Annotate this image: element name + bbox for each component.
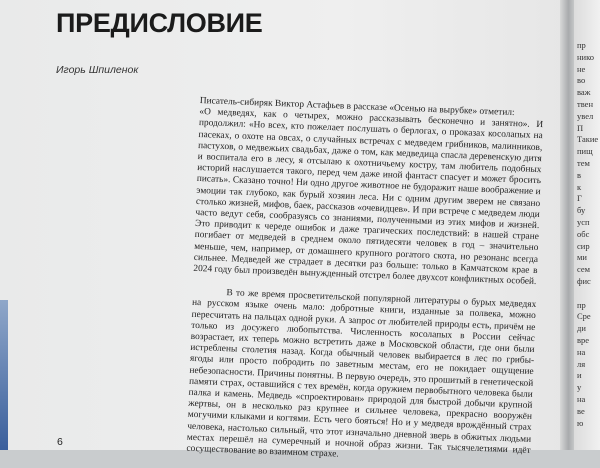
author-name: Игорь Шпиленок [56, 64, 139, 76]
right-page-line: и [577, 370, 582, 381]
right-page-line: бу [577, 205, 586, 216]
right-page-line: ми [577, 252, 587, 263]
right-page-line: у [577, 382, 582, 393]
paragraph: Писатель-сибиряк Виктор Астафьев в рассказе «Осенью на вырубке» отметил: «О медведях, как о четырех, можно рассказывать бесконечно и занятно». И продолжил: «Но всех, кто пожелает послушать о берлогах, о проказах косолапых на пасеках, о охоте на овсах, о случайных встречах с медведем грибников, малинников, пастухов, о медвежьих свадьбах, даже о том, как медведица спасла деревенскую дитя и воспитала его в лесу, я отсылаю к охотничьему костру, там любитель подобных историй наслушается такого, перед чем даже иной фантаст спасует и может бросить писать». Сказано точно! Ни одно другое животное не будоражит наше воображение и эмоции так глубоко, как бурый хозяин леса. Ни с одним другим зверем не связано столько жизней, мифов, баек, рассказов «очевидцев». И при встрече с медведем люди часто ведут себя, сообразуясь со знаниями, полученными из этих мифов и жизней. Это приводит к череде ошибок и даже трагических последствий: в нашей стране погибает от медведей в среднем около пятидесяти человек в год – значительно меньше, чем, например, от домашнего крупного рогатого скота, но резонанс всегда сильнее. Медведей же страдает в десятки раз больше: только в Камчатском крае в 2024 году был произведён вынужденный отстрел более двухсот конфликтных особей. [193, 96, 544, 288]
page-title: ПРЕДИСЛОВИЕ [56, 8, 263, 38]
right-page-line: твен [577, 99, 593, 109]
right-page-line: нико [577, 51, 595, 62]
right-page-line: фис [577, 276, 591, 286]
right-page-line: ве [577, 405, 585, 416]
right-page-line: в [577, 169, 582, 180]
right-page-line: тем [577, 158, 590, 168]
right-page-line: сир [577, 240, 590, 251]
right-page [574, 0, 600, 450]
paragraph: В то же время просветительской популярной литературы о бурых медведях на русском языке очень мало: добротные книги, изданные за полвека, можно пересчитать на пальцах одной руки. А запрос от любителей природы есть, причём не только из досужего любопытства. Численность косолапых в России сейчас возрастает, их теперь можно встретить даже в Московской области, где они были истреблены столетия назад. Когда обычный человек выбирается в лес по грибы-ягоды или просто побродить по заветным местам, его не покидает ощущение небезопасности. Причины понятны. В первую очередь, это прошитый в генетической памяти страх, оставшийся с тех времён, когда оружием первобытного человека были палка и камень. Медведь «спроектирован» природой для быстрой добычи крупной жертвы, он в несколько раз крупнее и сильнее человека, прекрасно вооружён могучими клыками и когтями. Есть чего бояться! Но и у медведя врождённый страх человека, настолько сильный, что этот изначально дневной зверь в обжитых людьми местах перешёл на сумеречный и ночной образ жизни. Так тысячелетиями идёт сосуществование во взаимном страхе. [186, 288, 537, 460]
page-number: 6 [57, 436, 63, 448]
right-page-line: важ [577, 87, 591, 98]
right-page-line: П [577, 122, 584, 133]
right-page-line: Г [577, 193, 582, 204]
right-page-line: пр [577, 40, 586, 50]
book-edge-shadow [0, 300, 8, 450]
right-page-line: усп [577, 217, 590, 227]
right-page-line: увел [577, 110, 594, 121]
right-page-line: пищ [577, 146, 593, 157]
right-page-line: Сре [577, 311, 591, 322]
right-page-line: к [577, 181, 582, 192]
right-page-line: Такие [577, 134, 599, 145]
right-page-line: ля [577, 358, 586, 369]
right-page-line: ю [577, 417, 584, 428]
right-page-line: обс [577, 228, 590, 239]
right-page-line: ди [577, 323, 586, 334]
right-page-line: на [577, 346, 586, 357]
body-text [186, 96, 544, 468]
right-page-line: вре [577, 335, 590, 345]
right-page-line: на [577, 394, 586, 404]
right-page-line: пр [577, 299, 586, 310]
right-page-line: во [577, 75, 586, 86]
book-spine [560, 0, 574, 450]
right-page-line: сем [577, 264, 591, 275]
right-page-line: не [577, 63, 586, 74]
